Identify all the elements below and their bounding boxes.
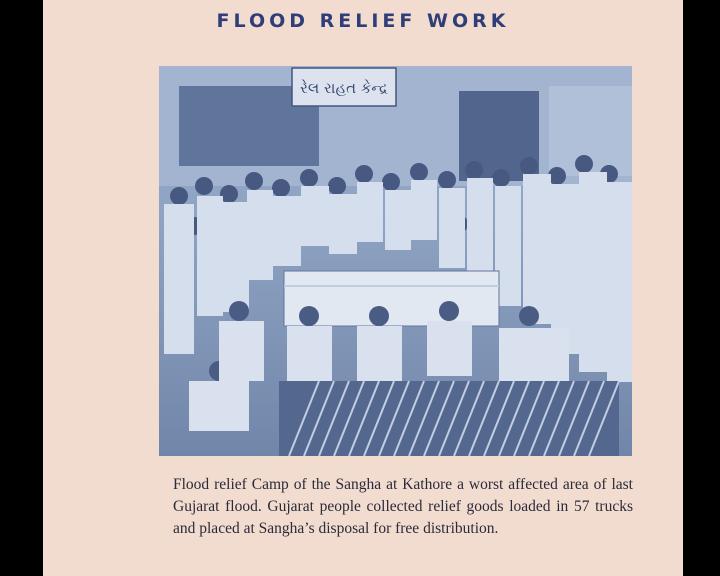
page-heading: FLOOD RELIEF WORK bbox=[216, 10, 510, 32]
printed-page bbox=[43, 0, 683, 576]
photo-caption: Flood relief Camp of the Sangha at Kathore a worst affected area of last Gujarat flood. Gujarat people collected relief goods loaded in 57 trucks and placed at Sangha’s disposal for free distribution. bbox=[173, 476, 633, 537]
halftone-photo-drawing bbox=[159, 66, 632, 456]
flood-relief-camp-photo bbox=[159, 66, 632, 456]
sign-text: રેલ રાહત કેન્દ્ર bbox=[300, 79, 388, 97]
